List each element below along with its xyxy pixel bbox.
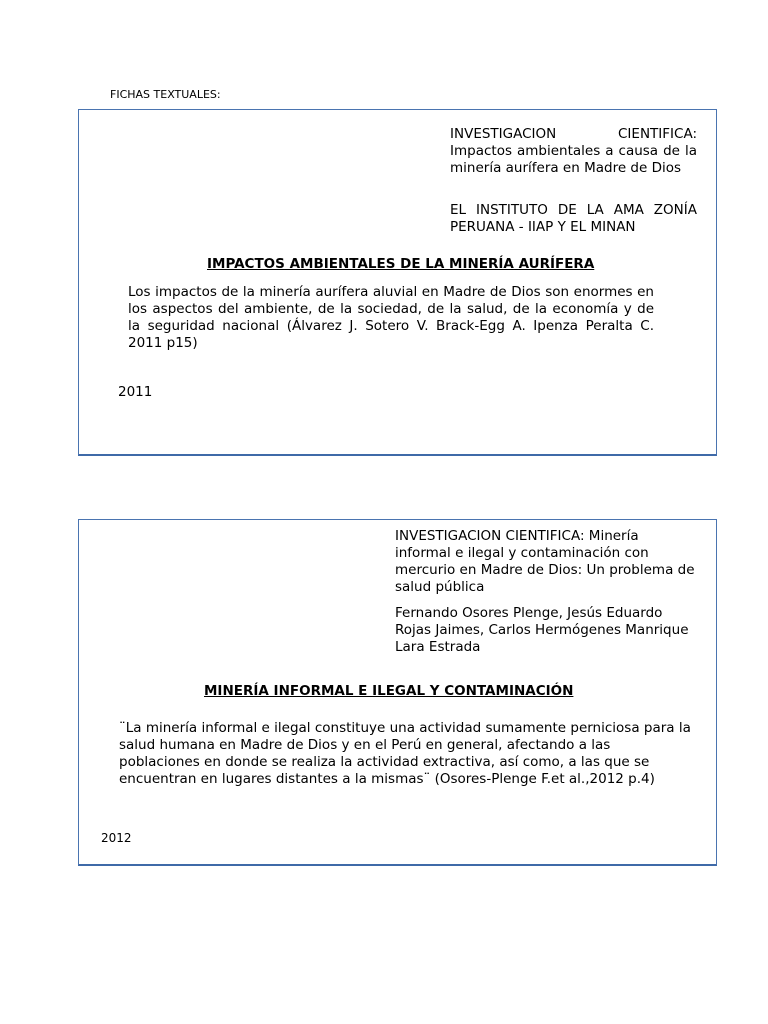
card-authors: Fernando Osores Plenge, Jesús Eduardo Rojas Jaimes, Carlos Hermógenes Manrique Lara Estrada (395, 605, 689, 655)
card-source-type: INVESTIGACION CIENTIFICA: Impactos ambientales a causa de la minería aurífera en Madre de Dios (450, 126, 697, 176)
text-card (78, 109, 717, 456)
card-quote: ¨La minería informal e ilegal constituye una actividad sumamente perniciosa para la salud humana en Madre de Dios y en el Perú en general, afectando a las poblaciones en donde se realiza la actividad extractiva, así como, a las que se encuentran en lugares distantes a la mismas¨ (Osores-Plenge F.et al.,2012 p.4) (119, 720, 691, 787)
card-title: IMPACTOS AMBIENTALES DE LA MINERÍA AURÍFERA (207, 256, 595, 272)
card-year: 2012 (101, 831, 132, 845)
card-quote: Los impactos de la minería aurífera aluvial en Madre de Dios son enormes en los aspectos del ambiente, de la sociedad, de la salud, de la economía y de la seguridad nacional (Álvarez J. Sotero V. Brack-Egg A. Ipenza Peralta C. 2011 p15) (128, 284, 654, 351)
card-authors: EL INSTITUTO DE LA AMA ZONÍA PERUANA - IIAP Y EL MINAN (450, 202, 697, 235)
text-card (78, 519, 717, 866)
card-title: MINERÍA INFORMAL E ILEGAL Y CONTAMINACIÓN (204, 683, 574, 699)
card-source-type: INVESTIGACION CIENTIFICA: Minería informal e ilegal y contaminación con mercurio en Madre de Dios: Un problema de salud pública (395, 528, 695, 595)
card-year: 2011 (118, 384, 153, 400)
page-heading: FICHAS TEXTUALES: (110, 88, 221, 101)
